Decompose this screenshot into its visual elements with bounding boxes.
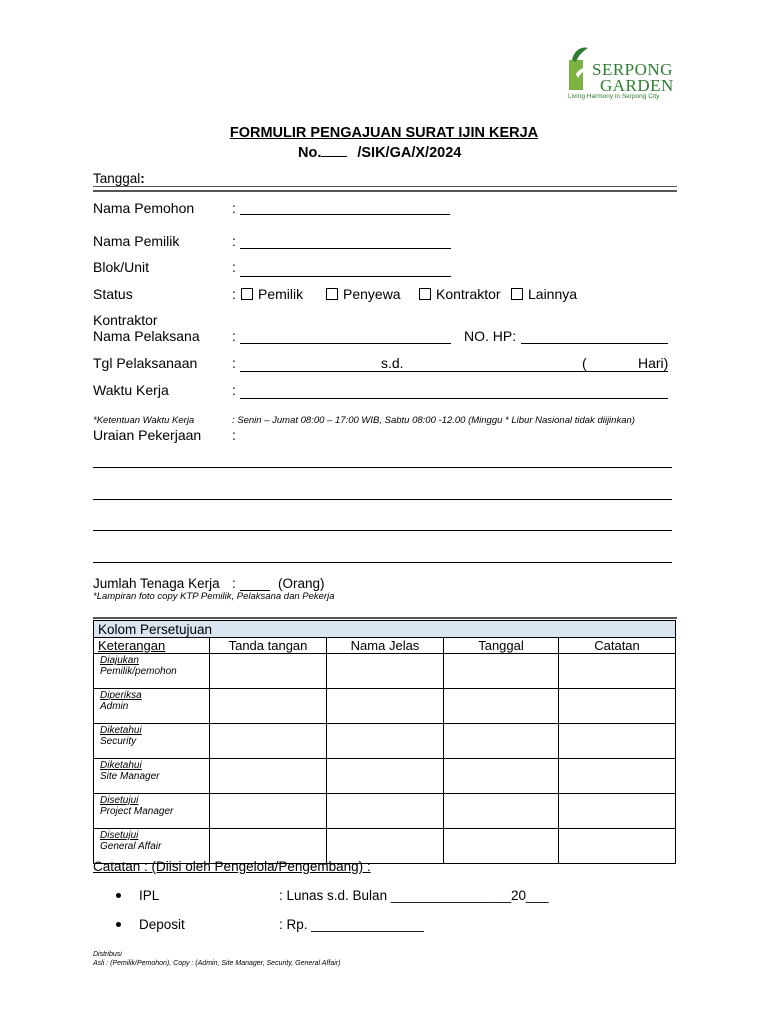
date-cell[interactable]: [444, 689, 559, 724]
deposit-value[interactable]: : Rp. _______________: [279, 917, 424, 932]
colon: :: [232, 286, 236, 302]
header-divider: [93, 186, 677, 192]
name-cell[interactable]: [327, 724, 444, 759]
ipl-value[interactable]: : Lunas s.d. Bulan ________________20___: [279, 888, 549, 903]
checkbox[interactable]: [241, 288, 253, 300]
tgl-pelaksanaan-field[interactable]: [240, 371, 668, 372]
colon: :: [232, 382, 236, 398]
number-suffix: /SIK/GA/X/2024: [357, 145, 462, 161]
column-header: Catatan: [559, 638, 676, 654]
logo-tagline: Living Harmony in Serpong City: [568, 93, 660, 100]
column-header: Nama Jelas: [327, 638, 444, 654]
logo-line1: SERPONG: [592, 60, 673, 79]
label-nama-pemilik: Nama Pemilik: [93, 233, 180, 249]
signature-cell[interactable]: [210, 759, 327, 794]
signature-cell[interactable]: [210, 689, 327, 724]
nama-pemohon-field[interactable]: [240, 214, 450, 215]
checkbox[interactable]: [419, 288, 431, 300]
uraian-line-3[interactable]: [93, 530, 672, 531]
signature-cell[interactable]: [210, 724, 327, 759]
label-nama-pemohon: Nama Pemohon: [93, 200, 195, 216]
note-cell[interactable]: [559, 759, 676, 794]
checkbox[interactable]: [511, 288, 523, 300]
jumlah-unit: (Orang): [278, 576, 325, 591]
colon: :: [232, 355, 236, 371]
label-hari: Hari): [638, 355, 669, 371]
note-cell[interactable]: [559, 724, 676, 759]
form-number: [298, 145, 461, 161]
colon: :: [232, 427, 236, 443]
date-label: Tanggal:: [93, 171, 145, 186]
uraian-line-2[interactable]: [93, 499, 672, 500]
label-uraian-pekerjaan: Uraian Pekerjaan: [93, 427, 202, 443]
ketentuan-label: *Ketentuan Waktu Kerja: [93, 415, 195, 426]
label-nama-pelaksana: Nama Pelaksana: [93, 328, 200, 344]
table-row: [94, 794, 676, 829]
table-row: [94, 724, 676, 759]
form-title: FORMULIR PENGAJUAN SURAT IJIN KERJA: [229, 125, 539, 141]
note-cell[interactable]: [559, 654, 676, 689]
waktu-kerja-field[interactable]: [240, 398, 668, 399]
deposit-label: Deposit: [139, 917, 185, 932]
colon: :: [232, 328, 236, 344]
column-header: Keterangan: [94, 638, 210, 654]
bullet-icon: [116, 922, 121, 927]
date-cell[interactable]: [444, 829, 559, 864]
company-logo: [566, 44, 676, 100]
name-cell[interactable]: [327, 689, 444, 724]
label-status: Status: [93, 286, 133, 302]
date-cell[interactable]: [444, 794, 559, 829]
row-label: Diajukan Pemilik/pemohon: [94, 654, 210, 689]
label-no-hp: NO. HP:: [464, 328, 517, 344]
approval-top-divider: [93, 617, 677, 619]
blok-unit-field[interactable]: [240, 276, 451, 277]
nama-pemilik-field[interactable]: [240, 248, 451, 249]
date-cell[interactable]: [444, 654, 559, 689]
uraian-line-1[interactable]: [93, 467, 672, 468]
number-prefix: No.: [298, 145, 322, 161]
paren-open: (: [582, 355, 587, 371]
note-cell[interactable]: [559, 794, 676, 829]
signature-cell[interactable]: [210, 794, 327, 829]
colon: :: [232, 200, 236, 216]
label-blok-unit: Blok/Unit: [93, 259, 150, 275]
row-label: Diketahui Security: [94, 724, 210, 759]
distribusi-label: Distribusi: [93, 951, 122, 958]
ipl-label: IPL: [139, 888, 160, 903]
label-waktu-kerja: Waktu Kerja: [93, 382, 169, 398]
logo-line2: GARDEN: [600, 76, 674, 95]
leaf-logo-icon: [566, 44, 594, 94]
status-option-kontraktor[interactable]: Kontraktor: [419, 286, 501, 302]
label-jumlah-tenaga-kerja: Jumlah Tenaga Kerja: [93, 576, 220, 591]
approval-table: [93, 620, 676, 864]
approval-header-row: [94, 638, 676, 654]
column-header: Tanda tangan: [210, 638, 327, 654]
date-cell[interactable]: [444, 759, 559, 794]
label-tgl-pelaksanaan: Tgl Pelaksanaan: [93, 355, 198, 371]
name-cell[interactable]: [327, 654, 444, 689]
colon: :: [232, 233, 236, 249]
note-cell[interactable]: [559, 829, 676, 864]
approval-title: Kolom Persetujuan: [94, 621, 676, 638]
uraian-line-4[interactable]: [93, 562, 672, 563]
nama-pelaksana-field[interactable]: [240, 343, 451, 344]
status-option-penyewa[interactable]: Penyewa: [326, 286, 401, 302]
row-label: Disetujui Project Manager: [94, 794, 210, 829]
date-cell[interactable]: [444, 724, 559, 759]
row-label: Diperiksa Admin: [94, 689, 210, 724]
table-row: [94, 759, 676, 794]
distribusi-text: Asli : (Pemilik/Pemohon), Copy : (Admin, Site Manager, Security, General Affair): [93, 960, 341, 967]
name-cell[interactable]: [327, 794, 444, 829]
colon: :: [232, 259, 236, 275]
column-header: Tanggal: [444, 638, 559, 654]
label-sd: s.d.: [381, 355, 404, 371]
label-kontraktor: Kontraktor: [93, 312, 158, 328]
lampiran-note: *Lampiran foto copy KTP Pemilik, Pelaksana dan Pekerja: [93, 591, 335, 602]
note-cell[interactable]: [559, 689, 676, 724]
no-hp-field[interactable]: [521, 343, 668, 344]
bullet-icon: [116, 893, 121, 898]
row-label: Diketahui Site Manager: [94, 759, 210, 794]
name-cell[interactable]: [327, 759, 444, 794]
table-row: [94, 654, 676, 689]
table-row: [94, 689, 676, 724]
row-label: Disetujui General Affair: [94, 829, 210, 864]
ketentuan-text: : Senin – Jumat 08:00 – 17:00 WIB, Sabtu 08:00 -12.00 (Minggu * Libur Nasional tidak diijinkan): [232, 415, 635, 426]
checkbox[interactable]: [326, 288, 338, 300]
signature-cell[interactable]: [210, 654, 327, 689]
catatan-label: Catatan : (Diisi oleh Pengelola/Pengembang) :: [93, 859, 371, 874]
colon: :: [232, 576, 236, 591]
status-option-pemilik[interactable]: Pemilik: [241, 286, 303, 302]
status-option-lainnya[interactable]: Lainnya: [511, 286, 577, 302]
